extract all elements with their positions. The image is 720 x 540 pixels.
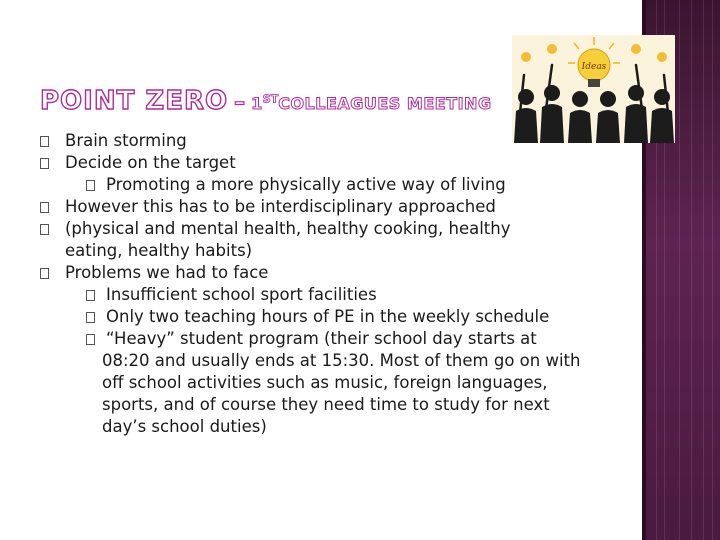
bullet-text: Only two teaching hours of PE in the weekly schedule [106, 307, 550, 326]
bullet-item [40, 196, 620, 218]
people-with-lightbulbs-icon [512, 35, 675, 143]
bullet-marker [40, 224, 49, 235]
bullet-text-line: off school activities such as music, foreign languages, [102, 373, 548, 392]
bullet-text: Promoting a more physically active way of living [106, 175, 506, 194]
bullet-item [40, 152, 620, 174]
bullet-text: Brain storming [65, 131, 187, 150]
bullet-text: Insufficient school sport facilities [106, 285, 377, 304]
bullet-marker [86, 180, 95, 191]
bullet-marker [86, 334, 95, 345]
title-ordinal: 1 [251, 94, 263, 113]
bullet-text-line: day’s school duties) [102, 417, 267, 436]
bullet-marker [40, 202, 49, 213]
bullet-marker [86, 290, 95, 301]
bullet-marker [40, 158, 49, 169]
bulb-label: Ideas [581, 62, 607, 72]
title-main: POINT ZERO [40, 86, 229, 116]
bullet-text-line: sports, and of course they need time to study for next [102, 395, 550, 414]
band-stripe [712, 0, 713, 540]
band-stripe [679, 0, 680, 540]
band-stripe [691, 0, 692, 540]
bullet-text: “Heavy” student program (their school day starts at [106, 329, 537, 348]
sub-bullet-item [40, 328, 620, 438]
bullet-text: However this has to be interdisciplinary approached [65, 197, 496, 216]
bullet-marker [40, 268, 49, 279]
sub-bullet-item [40, 174, 620, 196]
title-ordinal-suffix: ST [262, 92, 279, 106]
bullet-text-line: 08:20 and usually ends at 15:30. Most of them go on with [102, 351, 581, 370]
slide-title [40, 86, 492, 116]
bullet-item [40, 262, 620, 284]
sub-bullet-item [40, 306, 620, 328]
bullet-list [40, 130, 620, 438]
bullet-text-continued [40, 350, 620, 438]
bullet-item [40, 218, 620, 262]
bullet-marker [40, 136, 49, 147]
bullet-item [40, 130, 620, 152]
sub-bullet-item [40, 284, 620, 306]
bullet-text: Decide on the target [65, 153, 236, 172]
bullet-text-continued: eating, healthy habits) [65, 241, 253, 260]
bullet-text: (physical and mental health, healthy cooking, healthy [65, 219, 511, 238]
bullet-marker [86, 312, 95, 323]
title-dash: – [234, 90, 246, 115]
title-rest: COLLEAGUES MEETING [278, 94, 492, 113]
band-stripe [703, 0, 704, 540]
bullet-text: Problems we had to face [65, 263, 269, 282]
